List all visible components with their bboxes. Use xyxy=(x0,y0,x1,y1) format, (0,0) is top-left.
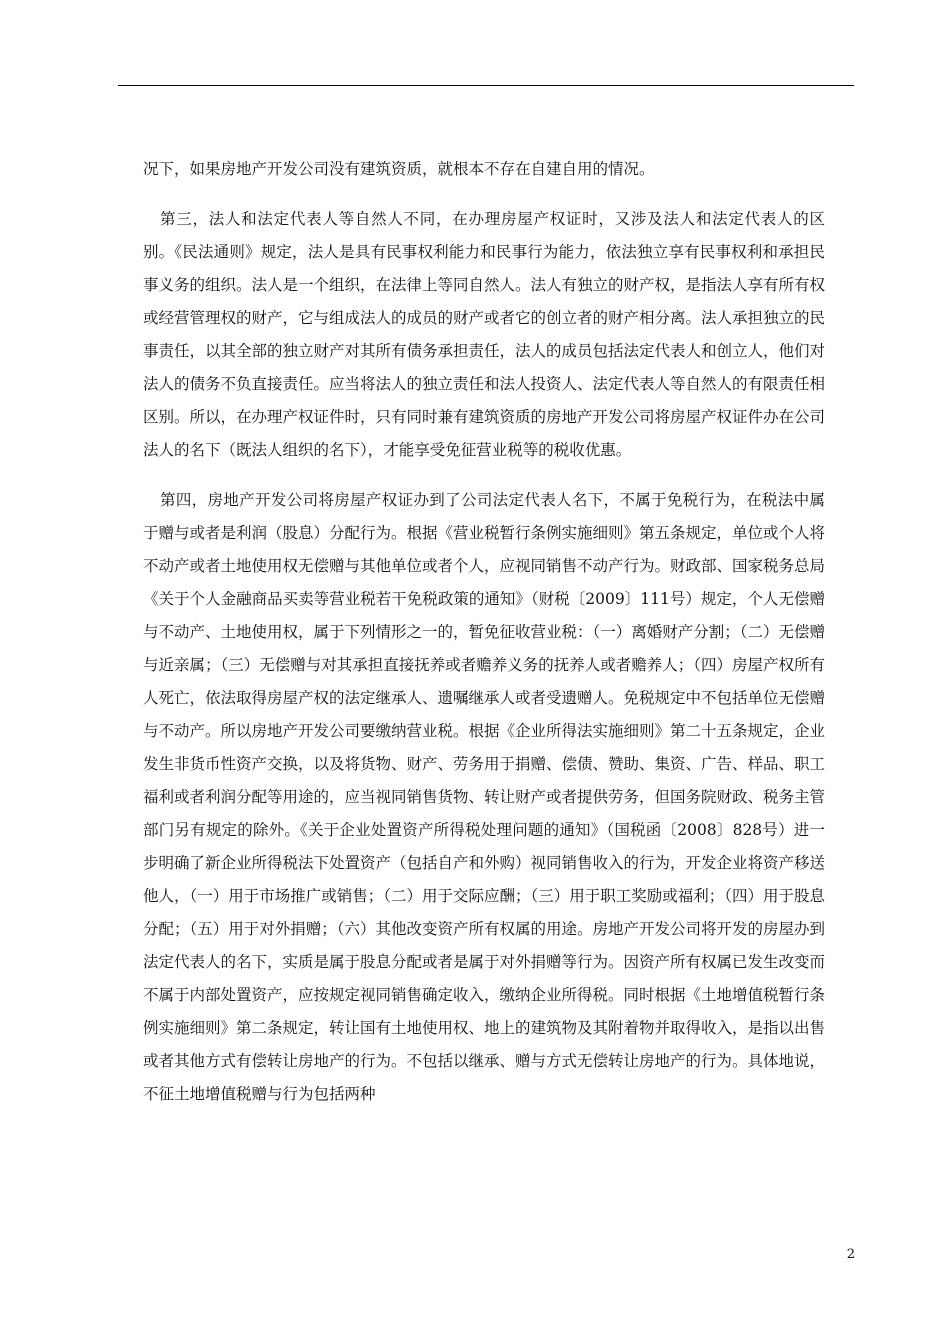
paragraph-third-point: 第三，法人和法定代表人等自然人不同，在办理房屋产权证时，又涉及法人和法定代表人的区别。《民法通则》规定，法人是具有民事权利能力和民事行为能力，依法独立享有民事权利和承担民事义务的组织。法人是一个组织，在法律上等同自然人。法人有独立的财产权，是指法人享有所有权或经营管理权的财产，它与组成法人的成员的财产或者它的创立者的财产相分离。法人承担独立的民事责任，以其全部的独立财产对其所有债务承担责任，法人的成员包括法定代表人和创立人，他们对法人的债务不负直接责任。应当将法人的独立责任和法人投资人、法定代表人等自然人的有限责任相区别。所以，在办理产权证件时，只有同时兼有建筑资质的房地产开发公司将房屋产权证件办在公司法人的名下（既法人组织的名下），才能享受免征营业税等的税收优惠。 xyxy=(143,210,826,459)
paragraph-fourth-point: 第四，房地产开发公司将房屋产权证办到了公司法定代表人名下，不属于免税行为，在税法中属于赠与或者是利润（股息）分配行为。根据《营业税暂行条例实施细则》第五条规定，单位或个人将不动产或者土地使用权无偿赠与其他单位或者个人，应视同销售不动产行为。财政部、国家税务总局《关于个人金融商品买卖等营业税若干免税政策的通知》（财税〔2009〕111号）规定，个人无偿赠与不动产、土地使用权，属于下列情形之一的，暂免征收营业税：（一）离婚财产分割；（二）无偿赠与近亲属；（三）无偿赠与对其承担直接抚养或者赡养义务的抚养人或者赡养人；（四）房屋产权所有人死亡，依法取得房屋产权的法定继承人、遗嘱继承人或者受遗赠人。免税规定中不包括单位无偿赠与不动产。所以房地产开发公司要缴纳营业税。根据《企业所得法实施细则》第二十五条规定，企业发生非货币性资产交换，以及将货物、财产、劳务用于捐赠、偿债、赞助、集资、广告、样品、职工福利或者利润分配等用途的，应当视同销售货物、转让财产或者提供劳务，但国务院财政、税务主管部门另有规定的除外。《关于企业处置资产所得税处理问题的通知》（国税函〔2008〕828号）进一步明确了新企业所得税法下处置资产（包括自产和外购）视同销售收入的行为，开发企业将资产移送他人，（一）用于市场推广或销售；（二）用于交际应酬；（三）用于职工奖励或福利；（四）用于股息分配；（五）用于对外捐赠；（六）其他改变资产所有权属的用途。房地产开发公司将开发的房屋办到法定代表人的名下，实质是属于股息分配或者是属于对外捐赠等行为。因资产所有权属已发生改变而不属于内部处置资产，应按规定视同销售确定收入，缴纳企业所得税。同时根据《土地增值税暂行条例实施细则》第二条规定，转让国有土地使用权、地上的建筑物及其附着物并取得收入，是指以出售或者其他方式有偿转让房地产的行为。不包括以继承、赠与方式无偿转让房地产的行为。具体地说，不征土地增值税赠与行为包括两种 xyxy=(143,491,826,1103)
body-text xyxy=(143,153,825,1111)
paragraph-continuation: 况下，如果房地产开发公司没有建筑资质，就根本不存在自建自用的情况。 xyxy=(143,160,655,178)
header-rule xyxy=(118,85,854,86)
page-number: 2 xyxy=(846,1247,855,1262)
